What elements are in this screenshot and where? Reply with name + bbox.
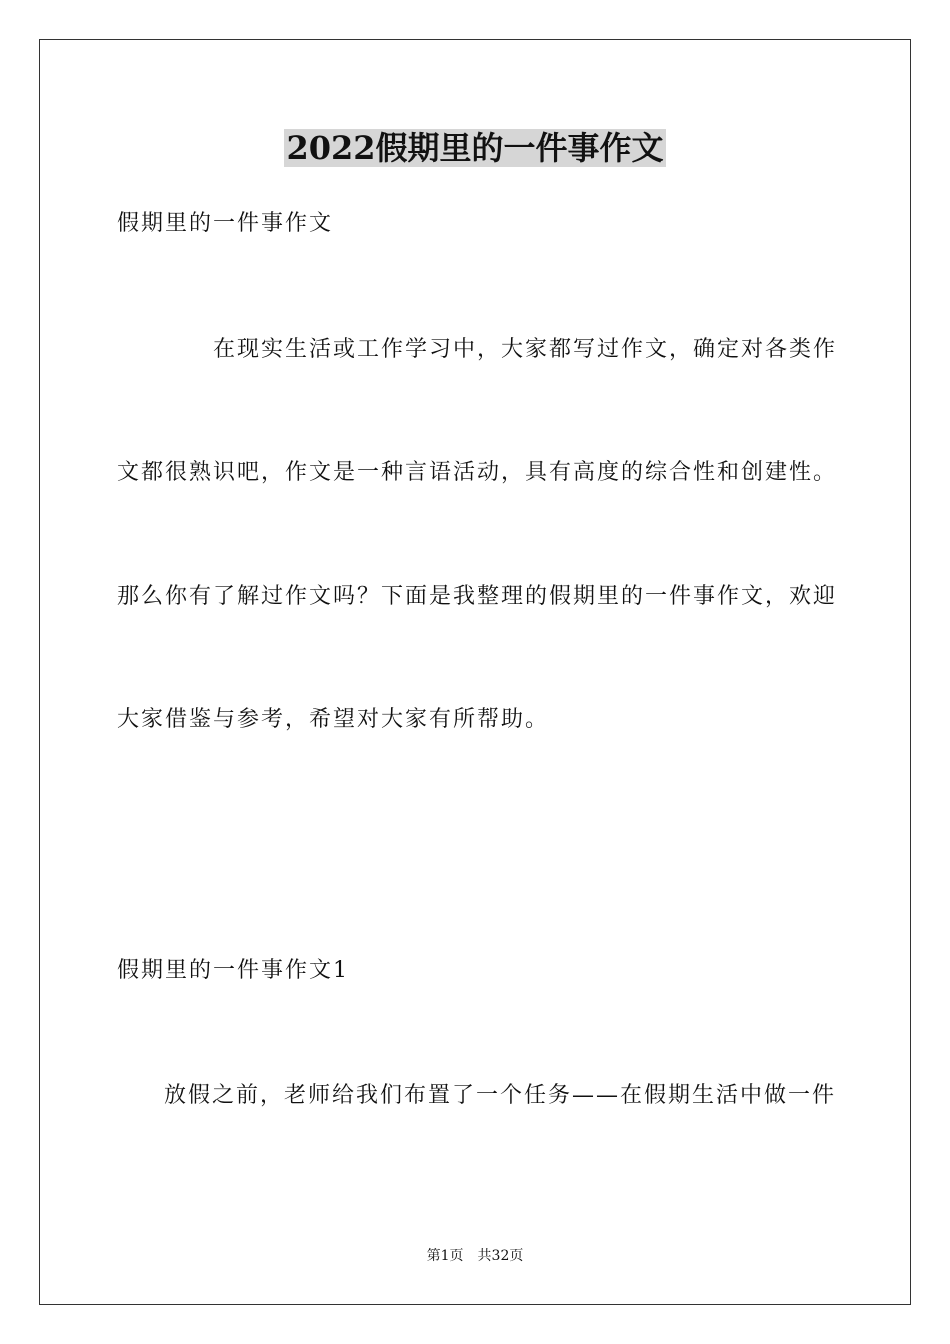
intro-line-1: 在现实生活或工作学习中，大家都写过作文，确定对各类作 — [213, 337, 838, 362]
section-line-1: 放假之前，老师给我们布置了一个任务——在假期生活中做一件 — [164, 1083, 837, 1108]
page-total: 共32页 — [477, 1248, 524, 1264]
intro-line-3: 那么你有了解过作文吗？下面是我整理的假期里的一件事作文，欢迎 — [117, 584, 838, 609]
document-title — [0, 124, 950, 172]
document-title-text: 2022假期里的一件事作文 — [286, 129, 664, 167]
section-heading: 假期里的一件事作文1 — [117, 958, 349, 983]
page-number: 第1页 — [426, 1248, 464, 1264]
intro-line-2: 文都很熟识吧，作文是一种言语活动，具有高度的综合性和创建性。 — [117, 460, 838, 485]
page-footer — [0, 1246, 950, 1266]
document-subtitle: 假期里的一件事作文 — [117, 211, 334, 236]
intro-line-4: 大家借鉴与参考，希望对大家有所帮助。 — [117, 707, 550, 732]
